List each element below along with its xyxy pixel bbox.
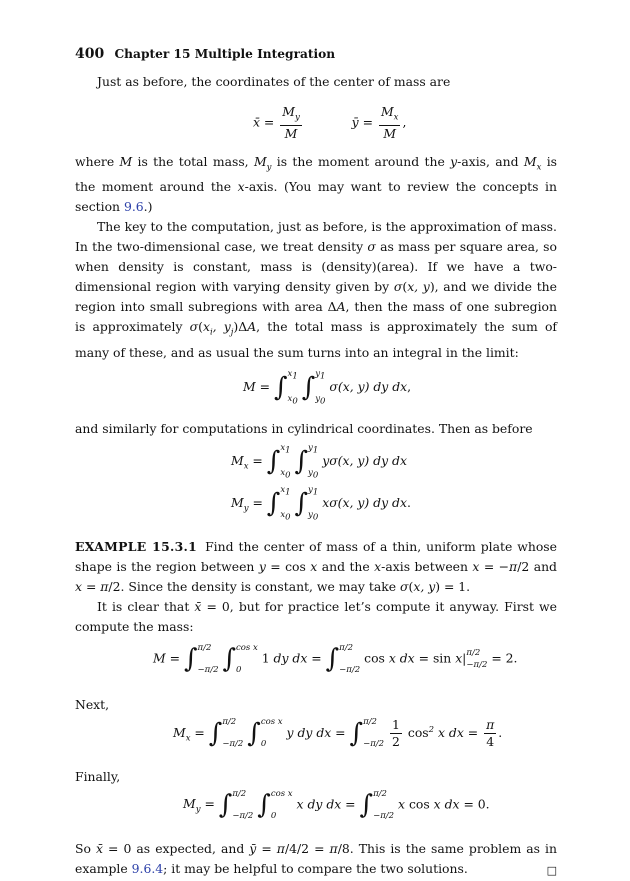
example-link[interactable]: 9.6.4 xyxy=(131,860,164,876)
equation-example-mx: $M_x$ = ∫ π/2 −π/2 ∫ cos x 0 y dy dx = ∫ π/2 −π/2 $\frac{1}{2}$ $\cos^2 x$ dx = $\frac{\pi}{4}$ . xyxy=(173,716,503,750)
example-paragraph: EXAMPLE 15.3.1 Find the center of mass of a thin, uniform plate whose shape is the region between y = cos x and the x-axis between x = −π/2 and x = π/2. Since the density is constant, we may take σ(x, y) = 1. xyxy=(75,538,557,594)
cylindrical-paragraph: and similarly for computations in cylindrical coordinates. Then as before xyxy=(75,420,533,436)
xbar-denominator: M xyxy=(284,126,298,142)
page-number: 400 xyxy=(75,46,105,62)
page-body xyxy=(75,72,557,881)
moments-paragraph: where M is the total mass, $M_y$ is the moment around the y-axis, and $M_x$ is the moment around the x-axis. (You may want to review the concepts in section 9.6.) xyxy=(75,154,558,215)
xbar-fraction xyxy=(280,104,302,142)
ybar-lhs: ȳ = xyxy=(351,114,373,130)
approximation-paragraph: The key to the computation, just as before, is the approximation of mass. In the two-dimensional case, we treat density σ as mass per square area, so when density is constant, mass is (density)(area). If we have a two-dimensional region with varying density given by σ(x, y), and we divide the region into small subregions with area ΔA, then the mass of one subregion is approximately $\sigma(x_i$, $y_j)\Delta A$, the total mass is approximately the sum of many of these, and as usual the sum turns into an integral in the limit: xyxy=(75,219,557,360)
xbar-lhs: x̄ = xyxy=(253,114,275,130)
next-label: Next, xyxy=(75,696,110,712)
practice-paragraph: It is clear that x̄ = 0, but for practice let’s compute it anyway. First we compute the mass: xyxy=(75,598,557,634)
qed-square-icon: □ xyxy=(546,863,557,877)
section-link[interactable]: 9.6 xyxy=(123,199,144,215)
running-header xyxy=(75,44,335,64)
intro-paragraph: Just as before, the coordinates of the center of mass are xyxy=(97,74,451,89)
chapter-title: Chapter 15 Multiple Integration xyxy=(114,47,336,61)
equation-example-mass: M = ∫ π/2 −π/2 ∫ cos x 0 1 dy dx = ∫ π/2 −π/2 cos x dx = sin x| π/2 −π/2 = 2. xyxy=(153,642,518,675)
ybar-denominator: M xyxy=(383,126,397,142)
ybar-fraction xyxy=(379,104,400,142)
equation-example-my: $M_y$ = ∫ π/2 −π/2 ∫ cos x 0 x dy dx = ∫ π/2 −π/2 x cos x dx = 0. xyxy=(183,788,490,821)
conclusion-paragraph: So x̄ = 0 as expected, and ȳ = π/4/2 = π/8. This is the same problem as in example 9.6.4; it may be helpful to compare the two solutions. □ xyxy=(75,839,557,879)
example-label: EXAMPLE 15.3.1 xyxy=(75,538,198,554)
equation-moments: $M_x$ = ∫ $x_1$ $x_0$ ∫ $y_1$ $y_0$ yσ(x, y) dy dx $M_y$ = ∫ $x_1$ $x_0$ ∫ $y_1$ $y_0$ xσ(x, y) dy dx. xyxy=(231,442,411,523)
xbar-numerator: $M_y$ xyxy=(280,104,302,126)
finally-label: Finally, xyxy=(75,768,121,784)
ybar-numerator: $M_x$ xyxy=(379,104,400,126)
equation-center-of-mass: x̄ = $\frac{M_y}{M}$ ȳ = $\frac{M_x}{M}$ , xyxy=(253,104,407,142)
equation-mass-integral: M = ∫ $x_1$ $x_0$ ∫ $y_1$ $y_0$ σ(x, y) dy dx, xyxy=(243,368,412,407)
